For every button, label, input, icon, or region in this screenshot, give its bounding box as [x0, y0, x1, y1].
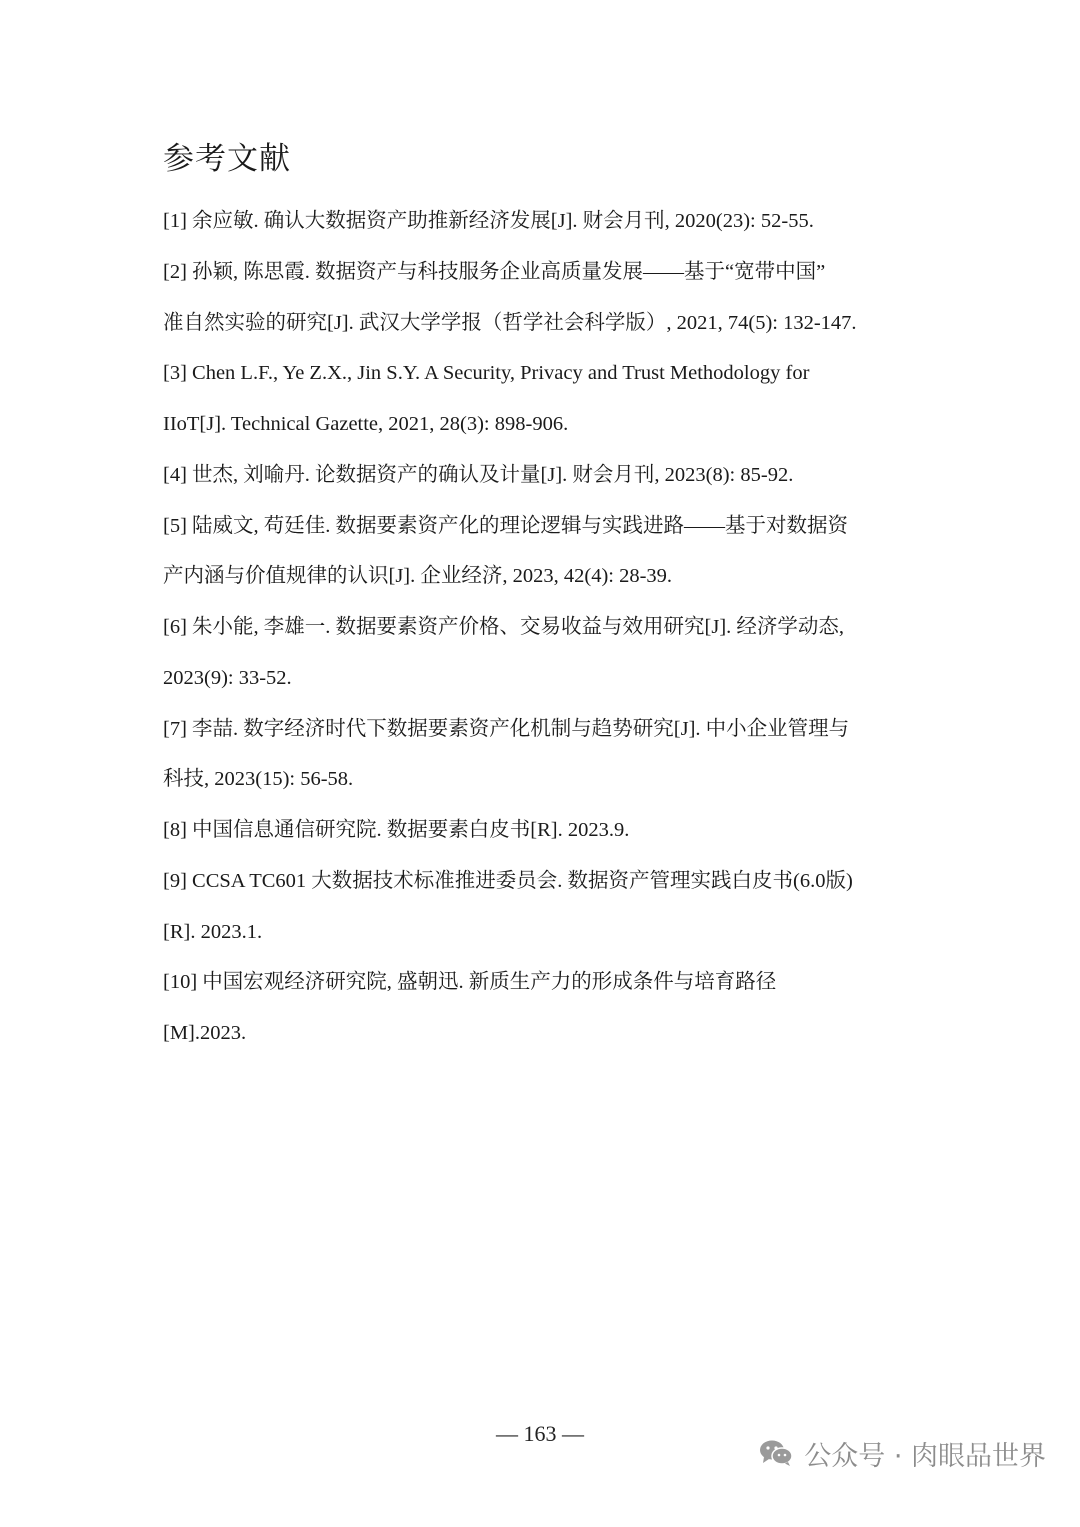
- reference-line: [9] CCSA TC601 大数据技术标准推进委员会. 数据资产管理实践白皮书(6.0版): [163, 870, 853, 892]
- wechat-icon: [758, 1438, 794, 1468]
- reference-line: [8] 中国信息通信研究院. 数据要素白皮书[R]. 2023.9.: [163, 819, 630, 841]
- reference-line: IIoT[J]. Technical Gazette, 2021, 28(3): 898-906.: [163, 413, 569, 435]
- page-title: 参考文献: [163, 141, 291, 177]
- reference-line: 准自然实验的研究[J]. 武汉大学学报（哲学社会科学版）, 2021, 74(5): 132-147.: [163, 312, 857, 334]
- reference-line: 科技, 2023(15): 56-58.: [163, 768, 354, 790]
- reference-line: [1] 余应敏. 确认大数据资产助推新经济发展[J]. 财会月刊, 2020(23): 52-55.: [163, 210, 814, 232]
- reference-line: [5] 陆威文, 苟廷佳. 数据要素资产化的理论逻辑与实践进路——基于对数据资: [163, 515, 849, 537]
- reference-line: 2023(9): 33-52.: [163, 667, 292, 689]
- watermark: [758, 1433, 1046, 1473]
- reference-line: [4] 世杰, 刘喻丹. 论数据资产的确认及计量[J]. 财会月刊, 2023(8): 85-92.: [163, 464, 794, 486]
- reference-line: [2] 孙颖, 陈思霞. 数据资产与科技服务企业高质量发展——基于“宽带中国”: [163, 261, 826, 283]
- reference-line: [7] 李喆. 数字经济时代下数据要素资产化机制与趋势研究[J]. 中小企业管理与: [163, 718, 850, 740]
- reference-line: [6] 朱小能, 李雄一. 数据要素资产价格、交易收益与效用研究[J]. 经济学动态,: [163, 616, 845, 638]
- reference-line: 产内涵与价值规律的认识[J]. 企业经济, 2023, 42(4): 28-39.: [163, 565, 673, 587]
- reference-line: [3] Chen L.F., Ye Z.X., Jin S.Y. A Security, Privacy and Trust Methodology for: [163, 362, 810, 384]
- reference-line: [10] 中国宏观经济研究院, 盛朝迅. 新质生产力的形成条件与培育路径: [163, 971, 777, 993]
- reference-line: [M].2023.: [163, 1022, 247, 1044]
- watermark-text: 公众号 · 肉眼品世界: [804, 1440, 1046, 1472]
- reference-line: [R]. 2023.1.: [163, 921, 263, 943]
- page-number: — 163 —: [496, 1421, 584, 1446]
